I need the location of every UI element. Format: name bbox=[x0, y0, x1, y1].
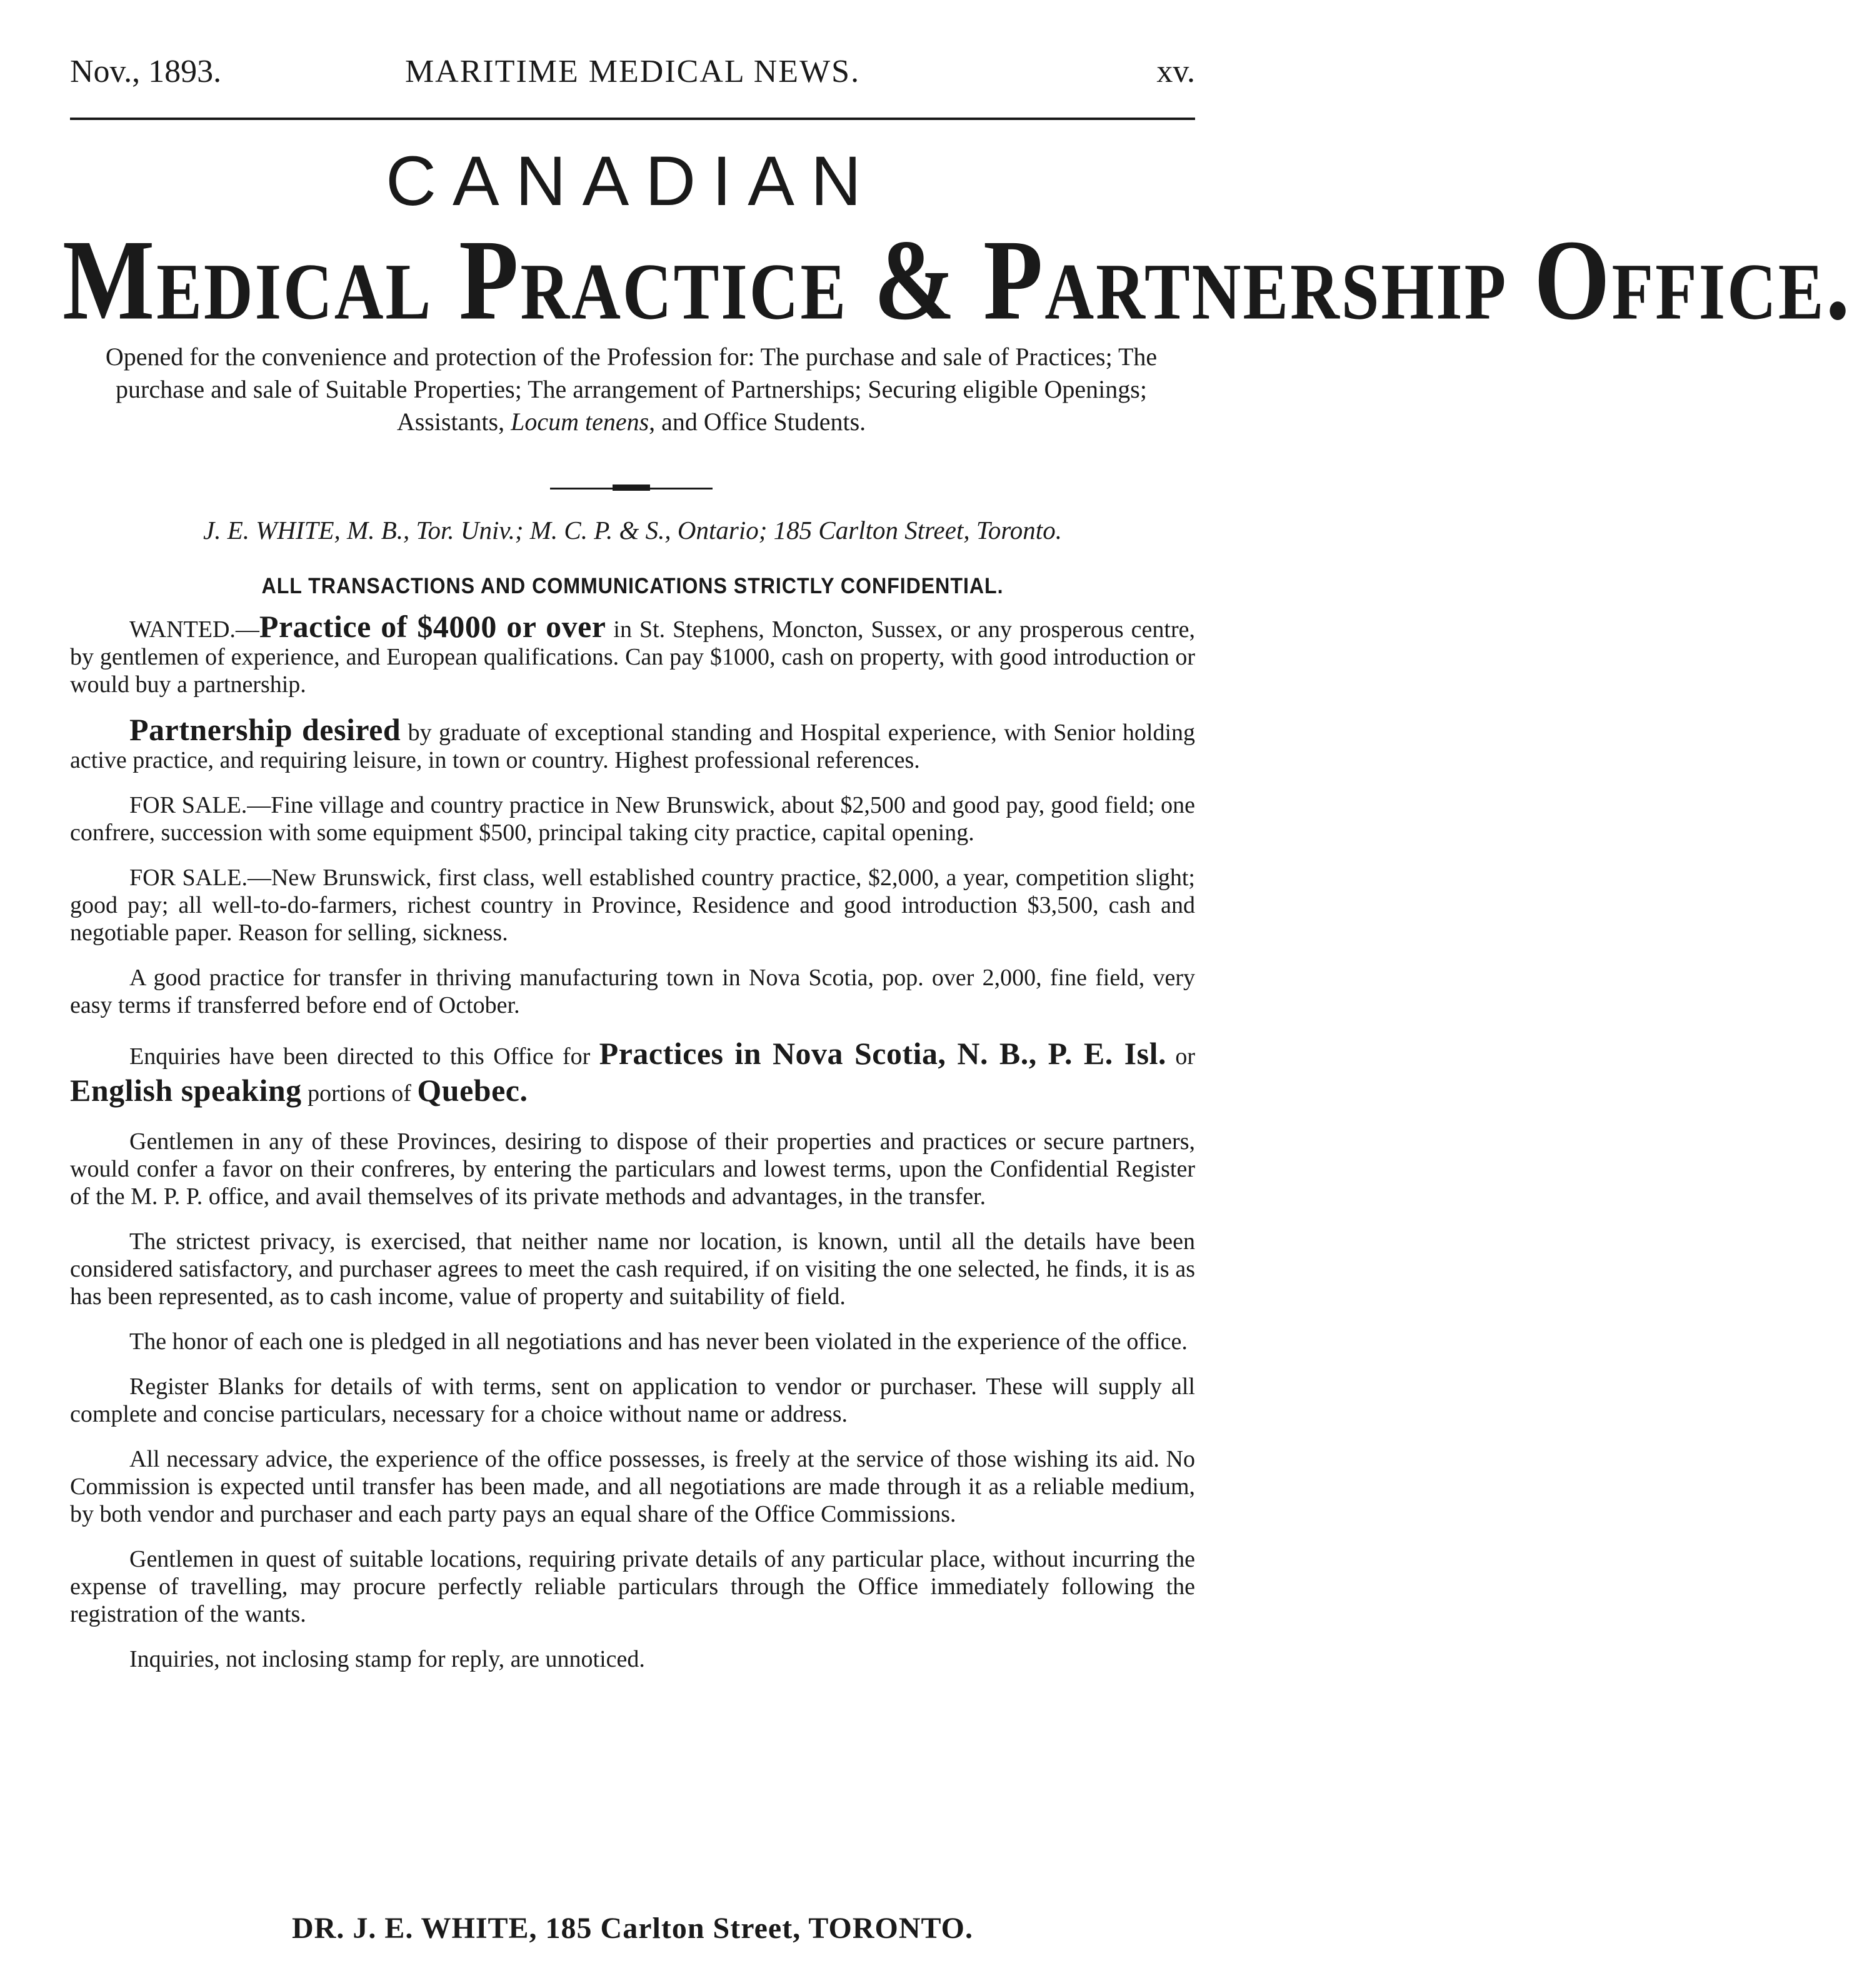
wanted-headline: Practice of $4000 or over bbox=[259, 609, 606, 644]
enquiries-regions: Practices in Nova Scotia, N. B., P. E. Isl. bbox=[599, 1036, 1166, 1071]
intro-tail: , and Office Students. bbox=[649, 408, 866, 436]
enquiries-text-2: or bbox=[1166, 1043, 1196, 1070]
confidential-notice: ALL TRANSACTIONS AND COMMUNICATIONS STRICTLY CONFIDENTIAL. bbox=[261, 574, 1004, 598]
ad-masthead: Medical Practice & Partnership Office. bbox=[63, 216, 1852, 344]
wanted-text: in St. Stephens, Moncton, Sussex, or any prosperous centre, by gentlemen of experience, and European qualifications. Can pay $1000, cash on property, with good introduction or would buy a partnership. bbox=[70, 616, 1195, 698]
for-sale-ad-1: FOR SALE.—Fine village and country practice in New Brunswick, about $2,500 and good pay, good field; one confrere, succession with some equipment $500, principal taking city practice, capital opening. bbox=[70, 792, 1195, 846]
partnership-headline: Partnership desired bbox=[129, 712, 401, 747]
closing-note: Inquiries, not inclosing stamp for reply, are unnoticed. bbox=[129, 1646, 645, 1672]
transfer-ad: A good practice for transfer in thriving manufacturing town in Nova Scotia, pop. over 2,000, fine field, very easy terms if transferred before end of October. bbox=[70, 965, 1195, 1018]
enquiries-text-1: Enquiries have been directed to this Office for bbox=[129, 1043, 599, 1070]
issue-date: Nov., 1893. bbox=[70, 54, 222, 89]
enquiries-language: English speaking bbox=[70, 1073, 302, 1108]
wanted-ad bbox=[70, 609, 1195, 698]
partnership-ad bbox=[70, 712, 1196, 774]
wanted-lead: WANTED.— bbox=[129, 616, 259, 643]
paragraph-privacy: The strictest privacy, is exercised, that neither name nor location, is known, until all the details have been considered satisfactory, and purchaser agrees to meet the cash required, if on visiting the one selected, he finds, it is as has been represented, as to cash income, value of property and suitability of field. bbox=[70, 1228, 1195, 1310]
signature-line: DR. J. E. WHITE, 185 Carlton Street, TORONTO. bbox=[292, 1912, 973, 1945]
ad-body bbox=[70, 609, 1196, 1690]
enquiries-province: Quebec. bbox=[417, 1073, 528, 1108]
intro-text: Opened for the convenience and protection of the Profession for: The purchase and sale of Practices; The purchase and sale of Suitable Properties; The arrangement of Partnerships; Securing eligible Openings; Assistants, bbox=[105, 343, 1158, 436]
paragraph-locations: Gentlemen in quest of suitable locations, requiring private details of any particular place, without incurring the expense of travelling, may procure perfectly reliable particulars through the Office immediately following the registration of the wants. bbox=[70, 1546, 1195, 1627]
page-number: xv. bbox=[1156, 54, 1195, 89]
for-sale-ad-2: FOR SALE.—New Brunswick, first class, well established country practice, $2,000, a year, competition slight; good pay; all well-to-do-farmers, richest country in Province, Residence and good introduction $3,500, cash and negotiable paper. Reason for selling, sickness. bbox=[70, 865, 1195, 946]
journal-title: MARITIME MEDICAL NEWS. bbox=[404, 54, 861, 89]
proprietor-line: J. E. WHITE, M. B., Tor. Univ.; M. C. P. & S., Ontario; 185 Carlton Street, Toronto. bbox=[203, 516, 1062, 545]
paragraph-advice: All necessary advice, the experience of the office possesses, is freely at the service of those wishing its aid. No Commission is expected until transfer has been made, and all negotiations are made through it as a reliable medium, by both vendor and purchaser and each party pays an equal share of the Office Commissions. bbox=[70, 1446, 1195, 1527]
ad-kicker: CANADIAN bbox=[386, 142, 878, 220]
intro-italic: Locum tenens bbox=[511, 408, 649, 436]
header-rule bbox=[70, 118, 1195, 120]
enquiries-text-3: portions of bbox=[301, 1080, 418, 1107]
running-head bbox=[70, 44, 1195, 100]
partnership-text: by graduate of exceptional standing and Hospital experience, with Senior holding active practice, and requiring leisure, in town or country. Highest professional references. bbox=[70, 720, 1196, 773]
intro-statement bbox=[88, 341, 1175, 438]
paragraph-register-blanks: Register Blanks for details of with terms, sent on application to vendor or purchaser. These will supply all complete and concise particulars, necessary for a choice without name or address. bbox=[70, 1373, 1195, 1427]
paragraph-honor: The honor of each one is pledged in all negotiations and has never been violated in the experience of the office. bbox=[129, 1328, 1188, 1355]
enquiries-notice bbox=[70, 1037, 1195, 1110]
divider-ornament bbox=[550, 488, 713, 489]
paragraph-provinces: Gentlemen in any of these Provinces, desiring to dispose of their properties and practices or secure partners, would confer a favor on their confreres, by entering the particulars and lowest terms, upon the Confidential Register of the M. P. P. office, and avail themselves of its private methods and advantages, in the transfer. bbox=[70, 1128, 1195, 1210]
